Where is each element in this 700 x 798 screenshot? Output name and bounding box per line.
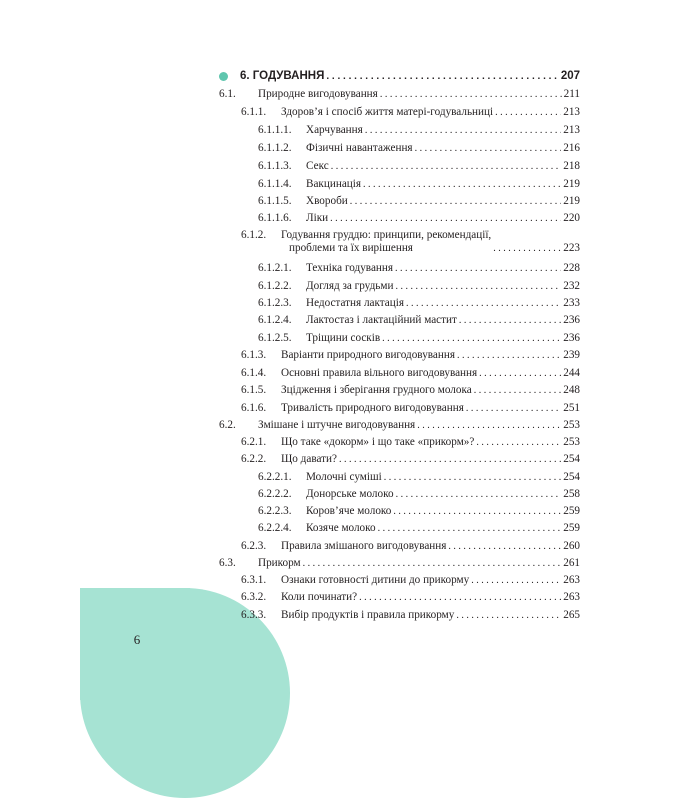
toc-leader — [303, 558, 562, 570]
toc-entry-title: Вакцинація — [306, 178, 362, 190]
toc-entry-number: 6.1.1.2. — [258, 142, 292, 154]
toc-entry-number: 6.1.3. — [241, 349, 267, 361]
toc-entry-title: Лактостаз і лактаційний мастит — [306, 314, 457, 326]
toc-leader — [456, 610, 561, 622]
toc-leader — [395, 263, 561, 275]
toc-entry-title: Тривалість природного вигодовування — [281, 402, 464, 414]
toc-entry-title: Прикорм — [258, 557, 301, 569]
toc-entry-title: Коров’яче молоко — [306, 505, 392, 517]
toc-entry[interactable] — [258, 195, 580, 208]
toc-entry-page: 263 — [563, 574, 580, 586]
toc-entry[interactable] — [241, 453, 580, 466]
toc-leader — [350, 196, 561, 208]
toc-entry[interactable] — [219, 88, 580, 101]
toc-entry-title: Техніка годування — [306, 262, 394, 274]
toc-leader — [417, 420, 561, 432]
toc-entry-number: 6.1.1.5. — [258, 195, 292, 207]
toc-leader — [396, 489, 562, 501]
toc-entry-number: 6.1.2.3. — [258, 297, 292, 309]
toc-entry-page: 233 — [563, 297, 580, 309]
toc-leader — [363, 179, 561, 191]
toc-leader — [466, 403, 561, 415]
toc-leader — [393, 506, 561, 518]
toc-entry-page: 216 — [563, 142, 580, 154]
toc-entry[interactable] — [258, 297, 580, 310]
toc-entry-page: 236 — [563, 314, 580, 326]
toc-entry[interactable] — [258, 505, 580, 518]
toc-entry-page: 260 — [563, 540, 580, 552]
toc-entry[interactable] — [258, 471, 580, 484]
toc-entry-title: Коли починати? — [281, 591, 358, 603]
toc-entry-title: Ознаки готовності дитини до прикорму — [281, 574, 470, 586]
toc-entry-number: 6.1.1.6. — [258, 212, 292, 224]
toc-entry-page: 265 — [563, 609, 580, 621]
toc-entry[interactable] — [241, 349, 580, 362]
toc-entry-number: 6.1.4. — [241, 367, 267, 379]
toc-leader — [330, 213, 561, 225]
toc-entry-page: 220 — [563, 212, 580, 224]
toc-entry-number: 6.1.2.4. — [258, 314, 292, 326]
toc-entry-page: 254 — [563, 453, 580, 465]
toc-entry-page: 263 — [563, 591, 580, 603]
toc-leader — [331, 161, 562, 173]
toc-entry-number: 6.1.2.5. — [258, 332, 292, 344]
toc-entry[interactable] — [241, 402, 580, 415]
toc-entry[interactable] — [258, 212, 580, 225]
toc-entry-number: 6.3.1. — [241, 574, 267, 586]
toc-leader — [382, 333, 561, 345]
toc-entry[interactable] — [258, 488, 580, 501]
toc-entry-title: Харчування — [306, 124, 363, 136]
toc-leader — [326, 71, 558, 83]
toc-entry-title: Донорське молоко — [306, 488, 394, 500]
toc-entry-page: 239 — [563, 349, 580, 361]
toc-entry-title: Що таке «докорм» і що таке «прикорм»? — [281, 436, 475, 448]
toc-entry-title-line: Годування груддю: принципи, рекомендації, — [281, 229, 492, 241]
toc-entry-page: 218 — [563, 160, 580, 172]
toc-entry-page: 251 — [563, 402, 580, 414]
toc-entry[interactable] — [241, 574, 580, 587]
toc-entry-title: Правила змішаного вигодовування — [281, 540, 447, 552]
toc-leader — [365, 125, 561, 137]
toc-leader — [384, 472, 562, 484]
toc-entry-number: 6.2. — [219, 419, 236, 431]
toc-entry[interactable] — [241, 229, 580, 255]
toc-entry[interactable] — [258, 142, 580, 155]
toc-leader — [448, 541, 561, 553]
toc-entry-number: 6.1.1.4. — [258, 178, 292, 190]
page-number: 6 — [133, 632, 141, 647]
toc-entry-page: 213 — [563, 106, 580, 118]
toc-leader — [457, 350, 561, 362]
toc-entry-title-line: проблеми та їх вирішення — [289, 242, 413, 254]
toc-entry-page: 253 — [563, 419, 580, 431]
toc-entry-number: 6.1. — [219, 88, 236, 100]
toc-entry-page: 259 — [563, 505, 580, 517]
toc-entry[interactable] — [241, 540, 580, 553]
toc-entry-page: 244 — [563, 367, 580, 379]
toc-entry-title: Здоров’я і спосіб життя матері-годувальниці — [281, 106, 494, 118]
toc-entry-number: 6.2.2.4. — [258, 522, 292, 534]
toc-entry[interactable] — [258, 280, 580, 293]
toc-entry[interactable] — [258, 160, 580, 173]
toc-entry-page: 258 — [563, 488, 580, 500]
toc-leader — [471, 575, 561, 587]
toc-entry-page: 213 — [563, 124, 580, 136]
toc-entry-page: 219 — [563, 195, 580, 207]
toc-entry-page: 236 — [563, 332, 580, 344]
toc-entry-number: 6.2.2.2. — [258, 488, 292, 500]
toc-entry[interactable] — [241, 436, 580, 449]
toc-entry-number: 6.1.2. — [241, 229, 267, 241]
toc-entry[interactable] — [219, 557, 580, 570]
toc-leader — [495, 107, 561, 119]
toc-entry-title: Козяче молоко — [306, 522, 376, 534]
toc-entry-title: Вибір продуктів і правила прикорму — [281, 609, 455, 621]
toc-entry-title: Зцідження і зберігання грудного молока — [281, 384, 472, 396]
toc-entry-number: 6.1.6. — [241, 402, 267, 414]
toc-leader — [380, 89, 562, 101]
toc-entry-number: 6.2.2.1. — [258, 471, 292, 483]
toc-entry[interactable] — [258, 124, 580, 137]
toc-entry[interactable] — [258, 332, 580, 345]
toc-entry-page: 223 — [563, 242, 580, 254]
toc-entry[interactable] — [219, 419, 580, 432]
toc-entry-title: Природне вигодовування — [258, 88, 378, 100]
toc-entry-number: 6.1.2.2. — [258, 280, 292, 292]
toc-entry-page: 219 — [563, 178, 580, 190]
toc-entry-title — [281, 229, 491, 255]
toc-entry[interactable] — [241, 367, 580, 380]
toc-leader — [415, 143, 562, 155]
toc-entry-number: 6.3.3. — [241, 609, 267, 621]
toc-entry-number: 6.2.3. — [241, 540, 267, 552]
toc-entry-page: 259 — [563, 522, 580, 534]
toc-leader — [479, 368, 561, 380]
toc-leader — [339, 454, 561, 466]
toc-leader — [406, 298, 561, 310]
toc-entry-page: 228 — [563, 262, 580, 274]
toc-entry[interactable] — [241, 384, 580, 397]
toc-entry[interactable] — [241, 591, 580, 604]
toc-entry-number: 6.1.1.3. — [258, 160, 292, 172]
toc-entry-page: 261 — [563, 557, 580, 569]
toc-entry-title: Ліки — [306, 212, 329, 224]
toc-leader — [359, 592, 561, 604]
toc-entry-title: Основні правила вільного вигодовування — [281, 367, 478, 379]
toc-chapter-page: 207 — [560, 70, 580, 82]
toc-entry-number: 6.1.2.1. — [258, 262, 292, 274]
toc-leader — [493, 243, 561, 255]
toc-entry-number: 6.3. — [219, 557, 236, 569]
toc-entry[interactable] — [241, 106, 580, 119]
toc-entry-page: 211 — [563, 88, 580, 100]
toc-chapter[interactable] — [240, 70, 580, 83]
toc-leader — [476, 437, 561, 449]
toc-entry-page: 253 — [563, 436, 580, 448]
toc-entry-title: Недостатня лактація — [306, 297, 405, 309]
toc-entry[interactable] — [258, 314, 580, 327]
toc-chapter-title: 6. ГОДУВАННЯ — [240, 70, 325, 82]
toc-entry[interactable] — [241, 609, 580, 622]
toc-entry-number: 6.3.2. — [241, 591, 267, 603]
toc-entry-page: 232 — [563, 280, 580, 292]
toc-entry-number: 6.1.5. — [241, 384, 267, 396]
toc-entry-title: Догляд за грудьми — [306, 280, 394, 292]
toc-entry-title: Молочні суміші — [306, 471, 382, 483]
toc-entry-page: 254 — [563, 471, 580, 483]
toc-entry-title: Змішане і штучне вигодовування — [258, 419, 416, 431]
toc-entry-title: Секс — [306, 160, 329, 172]
toc-leader — [474, 385, 562, 397]
toc-entry[interactable] — [258, 262, 580, 275]
toc-entry-title: Хвороби — [306, 195, 348, 207]
toc-leader — [459, 315, 561, 327]
toc-entry-title: Фізичні навантаження — [306, 142, 413, 154]
toc-entry-number: 6.2.2.3. — [258, 505, 292, 517]
toc-entry-title: Варіанти природного вигодовування — [281, 349, 456, 361]
toc-entry[interactable] — [258, 178, 580, 191]
toc-leader — [395, 281, 561, 293]
toc-entry-number: 6.2.2. — [241, 453, 267, 465]
toc-entry-number: 6.1.1.1. — [258, 124, 292, 136]
toc-entry-number: 6.2.1. — [241, 436, 267, 448]
toc-entry-number: 6.1.1. — [241, 106, 267, 118]
toc-entry-title: Тріщини сосків — [306, 332, 381, 344]
toc-leader — [378, 523, 562, 535]
toc-entry-title: Що давати? — [281, 453, 337, 465]
toc-entry[interactable] — [258, 522, 580, 535]
toc-entry-page: 248 — [563, 384, 580, 396]
